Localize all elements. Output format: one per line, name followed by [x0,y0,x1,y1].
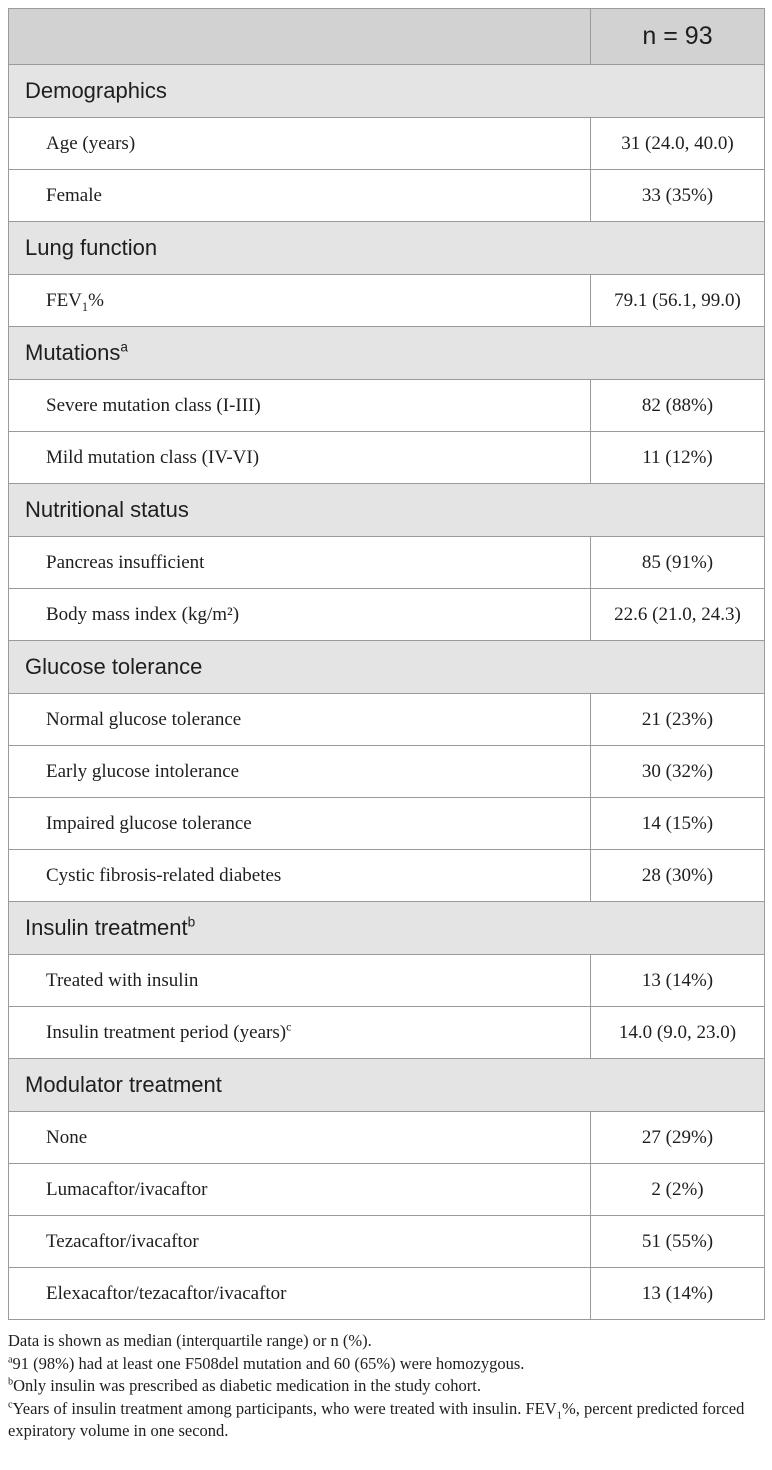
row-label: Tezacaftor/ivacaftor [9,1216,591,1268]
row-label: Pancreas insufficient [9,537,591,589]
row-label: Female [9,170,591,222]
row-label: Age (years) [9,118,591,170]
section-title: Modulator treatment [9,1059,765,1112]
table-row [9,694,765,746]
section-title: Nutritional status [9,484,765,537]
table-row [9,1216,765,1268]
table-row [9,118,765,170]
row-label: None [9,1112,591,1164]
section-glucose-tolerance [9,641,765,694]
section-modulator-treatment [9,1059,765,1112]
table-row [9,955,765,1007]
footnote-c [8,1398,764,1443]
footnote-b [8,1375,764,1398]
footnote-subscript: 1 [556,1408,562,1421]
label-text: Insulin treatment period (years) [46,1021,287,1043]
table-row [9,1007,765,1059]
section-title-text: Mutations [25,340,121,365]
table-row [9,1268,765,1320]
footnote-a [8,1353,764,1376]
table-row [9,1164,765,1216]
table-row [9,380,765,432]
row-value: 11 (12%) [591,432,765,484]
row-label: Mild mutation class (IV-VI) [9,432,591,484]
table-row [9,432,765,484]
footnote-marker: b [8,1376,14,1388]
section-title: Lung function [9,222,765,275]
table-row [9,170,765,222]
cohort-characteristics-table [8,8,765,1320]
footnote-marker: c [286,1020,292,1034]
section-mutations [9,327,765,380]
table-header-row [9,9,765,65]
table-row [9,275,765,327]
section-title [9,902,765,955]
row-value: 28 (30%) [591,850,765,902]
table-row [9,537,765,589]
footnote-text: 91 (98%) had at least one F508del mutation and 60 (65%) were homozygous. [12,1353,525,1373]
row-value: 13 (14%) [591,1268,765,1320]
row-value: 2 (2%) [591,1164,765,1216]
row-value: 14.0 (9.0, 23.0) [591,1007,765,1059]
section-lung-function [9,222,765,275]
section-title: Demographics [9,65,765,118]
row-value: 85 (91%) [591,537,765,589]
row-value: 30 (32%) [591,746,765,798]
table-row [9,1112,765,1164]
row-value: 22.6 (21.0, 24.3) [591,589,765,641]
row-label: Treated with insulin [9,955,591,1007]
row-label: Cystic fibrosis-related diabetes [9,850,591,902]
row-value: 79.1 (56.1, 99.0) [591,275,765,327]
row-value: 13 (14%) [591,955,765,1007]
section-title: Glucose tolerance [9,641,765,694]
header-n-cell: n = 93 [591,9,765,65]
row-value: 21 (23%) [591,694,765,746]
footnote-marker: c [8,1399,13,1410]
table-row [9,850,765,902]
row-label: Normal glucose tolerance [9,694,591,746]
row-label: Severe mutation class (I-III) [9,380,591,432]
table-wrapper [8,8,764,1443]
table-row [9,589,765,641]
footnote-marker: a [8,1354,13,1365]
section-insulin-treatment [9,902,765,955]
row-value: 51 (55%) [591,1216,765,1268]
row-value: 27 (29%) [591,1112,765,1164]
table-footnotes [8,1330,764,1443]
footnote-marker: b [187,914,196,930]
row-value: 31 (24.0, 40.0) [591,118,765,170]
label-subscript: 1 [81,299,89,314]
row-label: Elexacaftor/tezacaftor/ivacaftor [9,1268,591,1320]
row-value: 33 (35%) [591,170,765,222]
section-title-text: Insulin treatment [25,915,188,940]
footnote-text-after: %, percent predicted forced expiratory volume in one second. [8,1398,745,1440]
footnote-general: Data is shown as median (interquartile range) or n (%). [8,1331,372,1350]
footnote-marker: a [120,339,128,355]
row-value: 14 (15%) [591,798,765,850]
row-label: Early glucose intolerance [9,746,591,798]
row-label: Impaired glucose tolerance [9,798,591,850]
row-label [9,275,591,327]
footnote-text: Only insulin was prescribed as diabetic medication in the study cohort. [13,1376,481,1395]
label-text-suffix: % [88,289,104,311]
row-label: Lumacaftor/ivacaftor [9,1164,591,1216]
section-nutritional-status [9,484,765,537]
section-title [9,327,765,380]
footnote-text: Years of insulin treatment among participants, who were treated with insulin. FEV [12,1398,557,1418]
section-demographics [9,65,765,118]
table-row [9,746,765,798]
row-label: Body mass index (kg/m²) [9,589,591,641]
label-text: FEV [46,289,82,311]
row-value: 82 (88%) [591,380,765,432]
table-row [9,798,765,850]
header-empty-cell [9,9,591,65]
row-label [9,1007,591,1059]
